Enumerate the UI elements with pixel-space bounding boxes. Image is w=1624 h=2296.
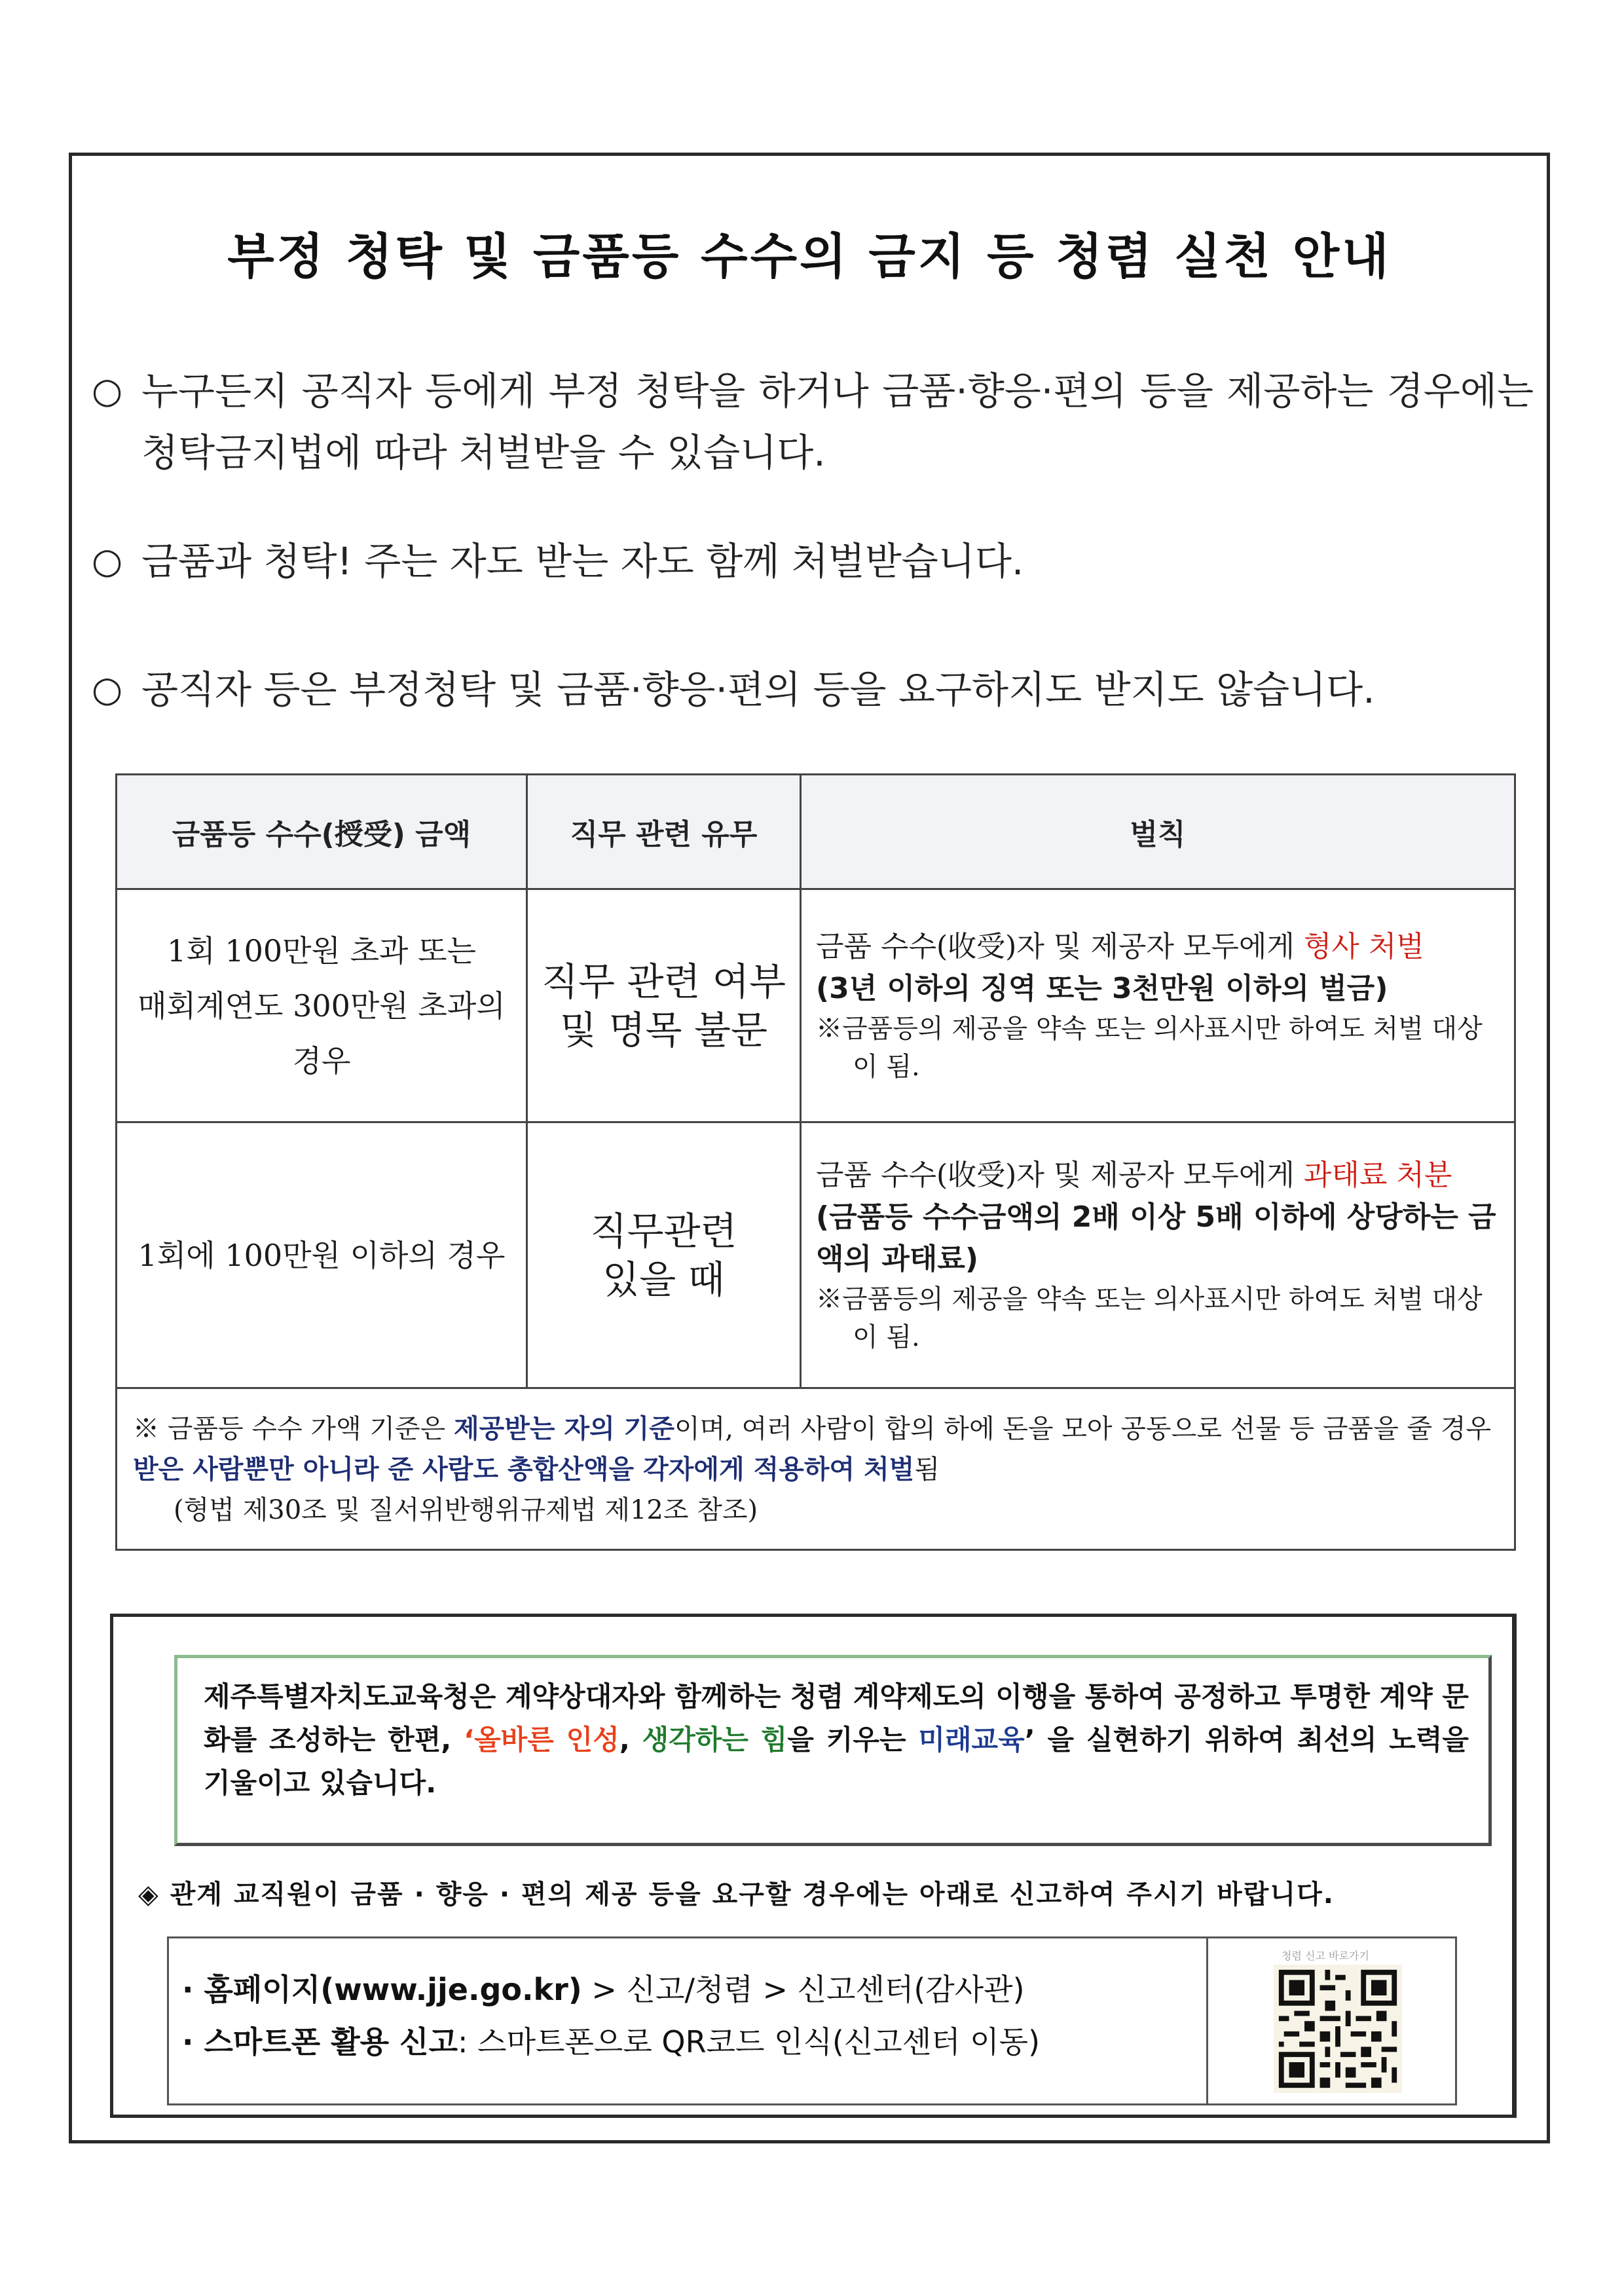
bullet-text: 금품과 청탁! 주는 자도 받는 자도 함께 처벌받습니다.	[141, 539, 1024, 583]
header-amount: 금품등 수수(授受) 금액	[117, 775, 527, 889]
bullet-text: 누구든지 공직자 등에게 부정 청탁을 하거나 금품·향응·편의 등을 제공하는 경우에는 청탁금지법에 따라 처벌받을 수 있습니다.	[141, 369, 1534, 475]
amount-cell: 1회 100만원 초과 또는 매회계연도 300만원 초과의 경우	[117, 889, 527, 1122]
qr-panel	[1206, 1938, 1455, 2103]
penalty-highlight: 과태료 처분	[1303, 1158, 1452, 1192]
contact-box	[167, 1936, 1457, 2105]
highlight-character: 올바른 인성	[474, 1724, 619, 1756]
table-row	[117, 1122, 1515, 1388]
highlight-thinking: 생각하는 힘	[642, 1724, 788, 1756]
bullet-item	[92, 659, 1534, 720]
bullet-item	[92, 530, 1534, 592]
integrity-statement: 제주특별자치도교육청은 계약상대자와 함께하는 청렴 계약제도의 이행을 통하여 공정하고 투명한 계약 문화를 조성하는 한편, ‘올바른 인성, 생각하는 힘을 키우는 미래교육’ 을 실현하기 위하여 최선의 노력을 기울이고 있습니다.	[174, 1655, 1492, 1846]
amount-cell: 1회에 100만원 이하의 경우	[117, 1122, 527, 1388]
smartphone-line: · 스마트폰 활용 신고: 스마트폰으로 QR코드 인식(신고센터 이동)	[182, 2024, 1041, 2060]
circle-bullet-icon: ○	[92, 669, 123, 710]
highlight-future-education: 미래교육	[918, 1724, 1025, 1756]
penalty-cell: 금품 수수(收受)자 및 제공자 모두에게 형사 처벌 (3년 이하의 징역 또는 3천만원 이하의 벌금) ※금품등의 제공을 약속 또는 의사표시만 하여도 처벌 대상이 됨.	[801, 889, 1515, 1122]
relation-cell: 직무관련 있을 때	[527, 1122, 801, 1388]
table-note-row	[117, 1388, 1515, 1550]
header-relation: 직무 관련 유무	[527, 775, 801, 889]
penalty-highlight: 형사 처벌	[1303, 929, 1424, 963]
relation-cell: 직무 관련 여부 및 명목 불문	[527, 889, 801, 1122]
contract-notice-box	[110, 1614, 1517, 2118]
bullet-item	[92, 360, 1534, 483]
penalty-note: ※금품등의 제공을 약속 또는 의사표시만 하여도 처벌 대상이 됨.	[816, 1013, 1483, 1082]
header-penalty: 벌칙	[801, 775, 1515, 889]
table-row	[117, 889, 1515, 1122]
table-note: ※ 금품등 수수 가액 기준은 제공받는 자의 기준이며, 여러 사람이 합의 하에 돈을 모아 공동으로 선물 등 금품을 줄 경우 받은 사람뿐만 아니라 준 사람도 총합산액을 각자에게 적용하여 처벌됨 (형법 제30조 및 질서위반행위규제법 제12조 참조)	[117, 1388, 1515, 1550]
qr-caption: 청렴 신고 바로가기	[1282, 1950, 1369, 1962]
penalty-note: ※금품등의 제공을 약속 또는 의사표시만 하여도 처벌 대상이 됨.	[816, 1284, 1483, 1352]
notice-frame	[69, 153, 1550, 2143]
circle-bullet-icon: ○	[92, 540, 123, 582]
penalty-table	[115, 773, 1516, 1551]
penalty-cell: 금품 수수(收受)자 및 제공자 모두에게 과태료 처분 (금품등 수수금액의 2배 이상 5배 이하에 상당하는 금액의 과태료) ※금품등의 제공을 약속 또는 의사표시만 하여도 처벌 대상이 됨.	[801, 1122, 1515, 1388]
circle-bullet-icon: ○	[92, 370, 123, 411]
qr-code-icon[interactable]	[1274, 1965, 1402, 2093]
page-title: 부정 청탁 및 금품등 수수의 금지 등 청렴 실천 안내	[227, 229, 1392, 285]
table-header-row	[117, 775, 1515, 889]
bullet-text: 공직자 등은 부정청탁 및 금품·향응·편의 등을 요구하지도 받지도 않습니다.	[141, 667, 1375, 712]
report-instruction: ◈ 관계 교직원이 금품 · 향응 · 편의 제공 등을 요구할 경우에는 아래로 신고하여 주시기 바랍니다.	[138, 1879, 1335, 1910]
homepage-line[interactable]: · 홈페이지(www.jje.go.kr) > 신고/청렴 > 신고센터(감사관)	[182, 1972, 1025, 2007]
